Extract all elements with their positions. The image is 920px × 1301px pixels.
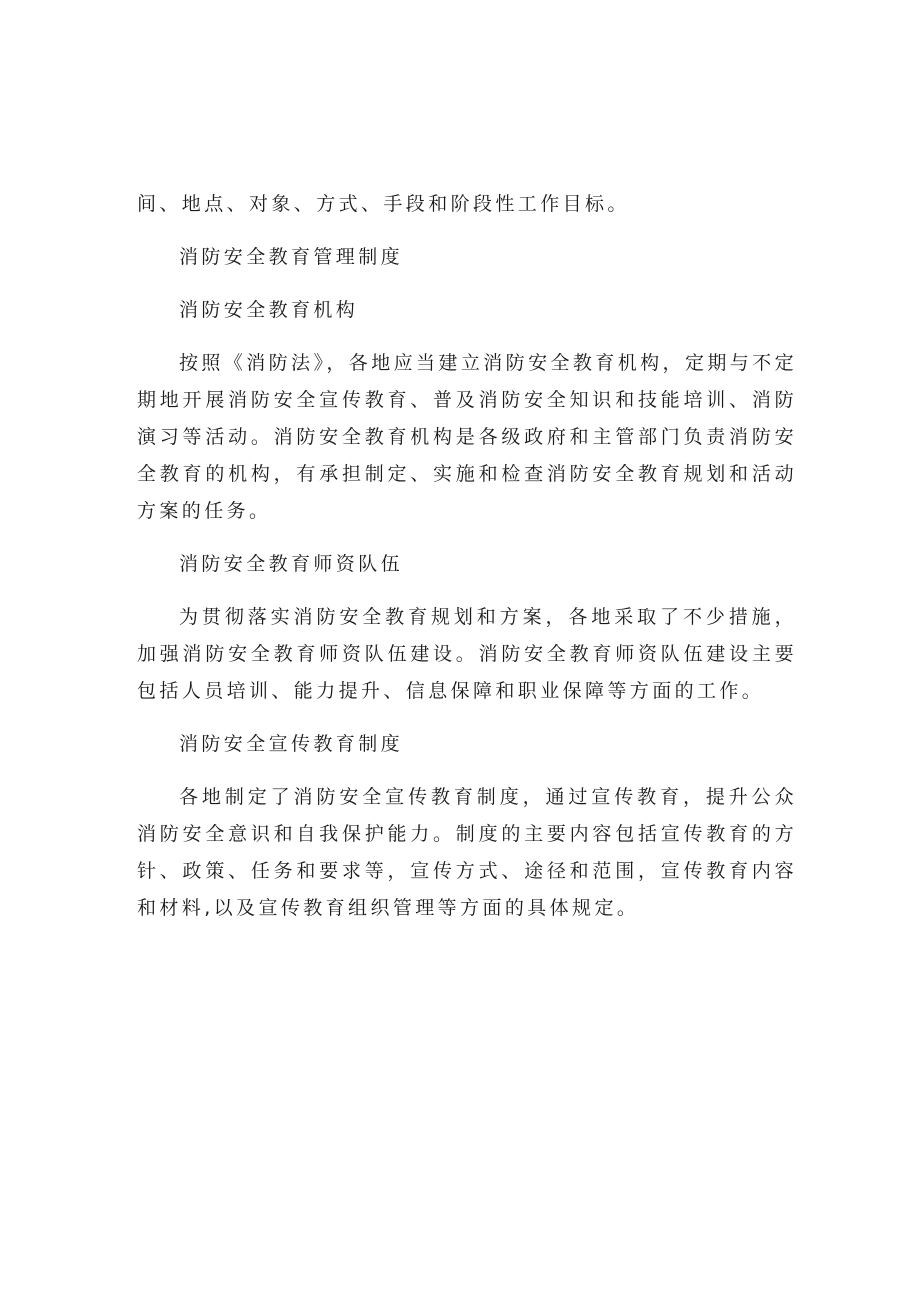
subsection-title-teachers: 消防安全教育师资队伍 [179, 553, 404, 575]
paragraph-publicity: 各地制定了消防安全宣传教育制度，通过宣传教育，提升公众消防安全意识和自我保护能力。制度的主要内容包括宣传教育的方针、政策、任务和要求等，宣传方式、途径和范围，宣传教育内容和材料,以及宣传教育组织管理等方面的具体规定。 [137, 786, 797, 919]
intro-continuation-paragraph: 间、地点、对象、方式、手段和阶段性工作目标。 [137, 193, 630, 215]
paragraph-institution: 按照《消防法》，各地应当建立消防安全教育机构，定期与不定期地开展消防安全宣传教育、普及消防安全知识和技能培训、消防演习等活动。消防安全教育机构是各级政府和主管部门负责消防安全教育的机构，有承担制定、实施和检查消防安全教育规划和活动方案的任务。 [137, 352, 797, 522]
section-title: 消防安全教育管理制度 [179, 246, 404, 268]
subsection-title-institution: 消防安全教育机构 [179, 299, 359, 321]
paragraph-teachers: 为贯彻落实消防安全教育规划和方案，各地采取了不少措施，加强消防安全教育师资队伍建设。消防安全教育师资队伍建设主要包括人员培训、能力提升、信息保障和职业保障等方面的工作。 [137, 606, 797, 702]
subsection-title-publicity: 消防安全宣传教育制度 [179, 733, 404, 755]
document-body [137, 186, 797, 943]
